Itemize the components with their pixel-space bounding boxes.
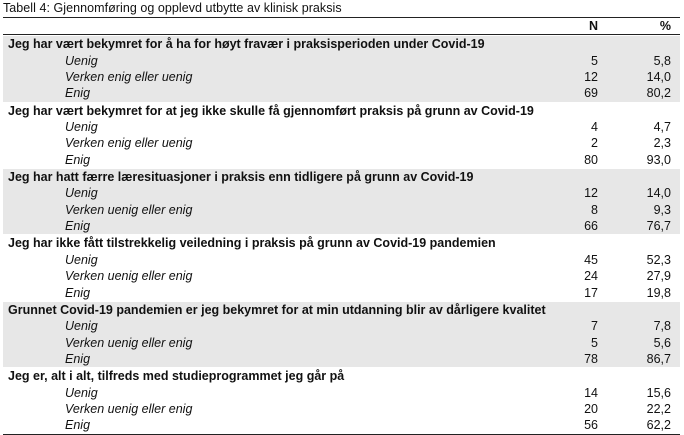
response-label: Verken uenig eller enig bbox=[65, 269, 193, 284]
question-text: Jeg har vært bekymret for at jeg ikke skulle få gjennomført praksis på grunn av Covid-19 bbox=[8, 103, 534, 118]
count-cell: 4 bbox=[591, 120, 598, 135]
count-cell: 7 bbox=[591, 319, 598, 334]
percent-cell: 80,2 bbox=[646, 86, 671, 101]
results-table bbox=[3, 17, 680, 435]
percent-cell: 52,3 bbox=[646, 252, 671, 267]
table-row bbox=[3, 69, 680, 85]
question-text: Jeg har ikke fått tilstrekkelig veiledning i praksis på grunn av Covid-19 pandemien bbox=[8, 236, 496, 251]
percent-cell: 14,0 bbox=[646, 70, 671, 85]
question-text: Jeg har vært bekymret for å ha for høyt fravær i praksisperioden under Covid-19 bbox=[8, 37, 485, 52]
percent-cell: 15,6 bbox=[646, 385, 671, 400]
table-row bbox=[3, 185, 680, 201]
table-row bbox=[3, 335, 680, 351]
percent-cell: 19,8 bbox=[646, 285, 671, 300]
count-cell: 2 bbox=[591, 136, 598, 151]
response-label: Uenig bbox=[65, 186, 98, 201]
table-row bbox=[3, 417, 680, 433]
table-row bbox=[3, 202, 680, 218]
percent-cell: 4,7 bbox=[653, 120, 671, 135]
count-cell: 69 bbox=[584, 86, 598, 101]
response-label: Verken uenig eller enig bbox=[65, 401, 193, 416]
table-row bbox=[3, 85, 680, 101]
table-row bbox=[3, 152, 680, 168]
column-header-percent: % bbox=[659, 19, 671, 33]
question-row bbox=[3, 235, 680, 251]
count-cell: 24 bbox=[584, 269, 598, 284]
response-label: Enig bbox=[65, 152, 91, 167]
response-label: Verken uenig eller enig bbox=[65, 335, 193, 350]
question-row bbox=[3, 302, 680, 318]
question-group-5 bbox=[3, 301, 680, 367]
question-group-3 bbox=[3, 168, 680, 234]
question-row bbox=[3, 103, 680, 119]
table-header-row bbox=[3, 18, 680, 35]
table-row bbox=[3, 252, 680, 268]
percent-cell: 2,3 bbox=[653, 136, 671, 151]
count-cell: 80 bbox=[584, 152, 598, 167]
count-cell: 56 bbox=[584, 418, 598, 433]
table-row bbox=[3, 401, 680, 417]
table-row bbox=[3, 285, 680, 301]
percent-cell: 76,7 bbox=[646, 219, 671, 234]
count-cell: 5 bbox=[591, 53, 598, 68]
response-label: Uenig bbox=[65, 385, 98, 400]
question-text: Jeg er, alt i alt, tilfreds med studieprogrammet jeg går på bbox=[8, 369, 345, 384]
count-cell: 17 bbox=[584, 285, 598, 300]
percent-cell: 62,2 bbox=[646, 418, 671, 433]
question-group-6 bbox=[3, 367, 680, 433]
count-cell: 12 bbox=[584, 186, 598, 201]
percent-cell: 27,9 bbox=[646, 269, 671, 284]
table-row bbox=[3, 318, 680, 334]
question-text: Jeg har hatt færre læresituasjoner i praksis enn tidligere på grunn av Covid-19 bbox=[8, 170, 474, 185]
table-row bbox=[3, 135, 680, 151]
question-row bbox=[3, 36, 680, 52]
table-row bbox=[3, 385, 680, 401]
response-label: Verken enig eller uenig bbox=[65, 70, 193, 85]
question-group-2 bbox=[3, 102, 680, 168]
percent-cell: 7,8 bbox=[653, 319, 671, 334]
percent-cell: 93,0 bbox=[646, 152, 671, 167]
count-cell: 78 bbox=[584, 351, 598, 366]
question-row bbox=[3, 368, 680, 384]
response-label: Uenig bbox=[65, 53, 98, 68]
question-text: Grunnet Covid-19 pandemien er jeg bekymret for at min utdanning blir av dårligere kvalitet bbox=[8, 302, 546, 317]
response-label: Uenig bbox=[65, 120, 98, 135]
count-cell: 45 bbox=[584, 252, 598, 267]
question-group-4 bbox=[3, 234, 680, 300]
percent-cell: 5,6 bbox=[653, 335, 671, 350]
percent-cell: 14,0 bbox=[646, 186, 671, 201]
response-label: Enig bbox=[65, 86, 91, 101]
count-cell: 8 bbox=[591, 202, 598, 217]
response-label: Uenig bbox=[65, 252, 98, 267]
response-label: Verken uenig eller enig bbox=[65, 202, 193, 217]
percent-cell: 9,3 bbox=[653, 202, 671, 217]
count-cell: 12 bbox=[584, 70, 598, 85]
response-label: Enig bbox=[65, 418, 91, 433]
question-row bbox=[3, 169, 680, 185]
column-header-n: N bbox=[588, 19, 598, 33]
table-caption: Tabell 4: Gjennomføring og opplevd utbytte av klinisk praksis bbox=[3, 1, 342, 15]
table-row bbox=[3, 218, 680, 234]
question-group-1 bbox=[3, 35, 680, 101]
response-label: Enig bbox=[65, 351, 91, 366]
table-row bbox=[3, 53, 680, 69]
percent-cell: 86,7 bbox=[646, 351, 671, 366]
count-cell: 5 bbox=[591, 335, 598, 350]
table-row bbox=[3, 268, 680, 284]
table-row bbox=[3, 119, 680, 135]
table-row bbox=[3, 351, 680, 367]
count-cell: 66 bbox=[584, 219, 598, 234]
count-cell: 20 bbox=[584, 401, 598, 416]
response-label: Uenig bbox=[65, 319, 98, 334]
response-label: Enig bbox=[65, 285, 91, 300]
response-label: Verken enig eller uenig bbox=[65, 136, 193, 151]
percent-cell: 5,8 bbox=[653, 53, 671, 68]
response-label: Enig bbox=[65, 219, 91, 234]
percent-cell: 22,2 bbox=[646, 401, 671, 416]
count-cell: 14 bbox=[584, 385, 598, 400]
